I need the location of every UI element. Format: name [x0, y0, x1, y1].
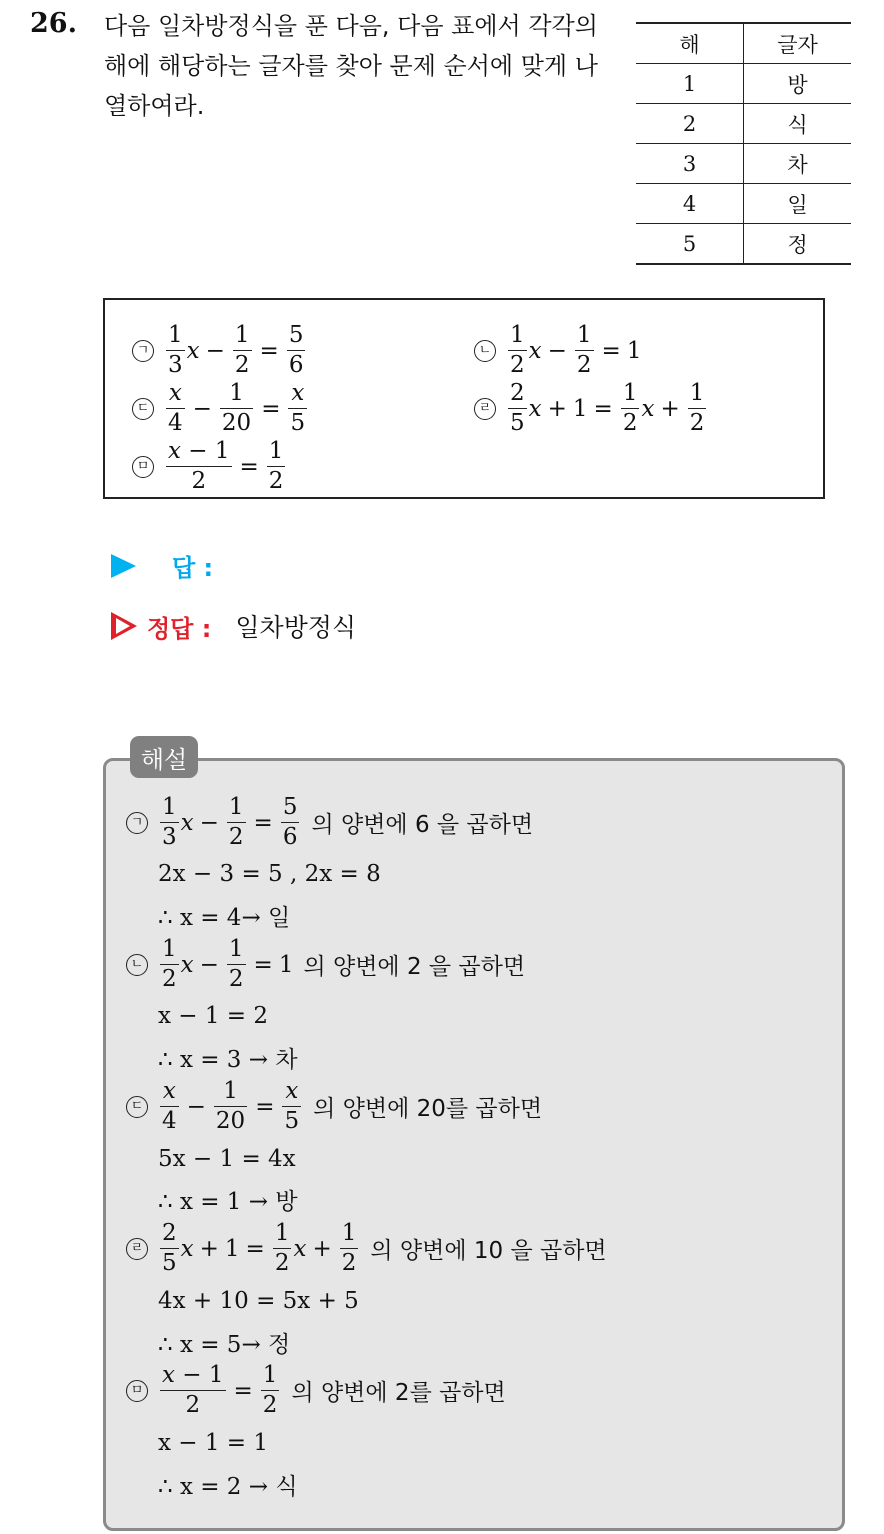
table-cell-letter: 정: [744, 224, 852, 265]
table-row: [636, 144, 851, 184]
solution-result-d: ∴ x = 5→ 정: [158, 1332, 291, 1358]
table-cell-letter: 일: [744, 184, 852, 224]
solution-result-a: ∴ x = 4→ 일: [158, 905, 291, 931]
equation-b: ㄴ $\frac{1}{2}$ x − $\frac{1}{2}$ = 1: [474, 324, 641, 377]
solution-letter-table: [636, 22, 851, 265]
marker-c: ㄷ: [126, 1096, 148, 1118]
table-row: [636, 64, 851, 104]
marker-a: ㄱ: [126, 812, 148, 834]
table-cell-letter: 방: [744, 64, 852, 104]
outline-triangle-icon: [111, 612, 137, 640]
correct-answer-value: 일차방정식: [235, 613, 357, 642]
table-cell-letter: 차: [744, 144, 852, 184]
marker-b: ㄴ: [474, 340, 496, 362]
table-row: [636, 104, 851, 144]
solution-step-d: 4x + 10 = 5x + 5: [158, 1288, 359, 1314]
equation-e: ㅁ $\frac{x - 1}{2}$ = $\frac{1}{2}$: [132, 440, 287, 493]
table-header-row: [636, 23, 851, 64]
equation-a: ㄱ $\frac{1}{3}$ x − $\frac{1}{2}$ = $\frac{5}{6}$: [132, 324, 307, 377]
solution-line-b: ㄴ $\frac{1}{2}$ x − $\frac{1}{2}$ = 1 의 양변에 2 을 곱하면: [126, 938, 525, 991]
solution-text-a: 의 양변에 6 을 곱하면: [311, 812, 534, 838]
solution-step-b: x − 1 = 2: [158, 1003, 269, 1029]
marker-d: ㄹ: [126, 1238, 148, 1260]
solution-tab: 해설: [130, 736, 198, 778]
correct-answer-row: [111, 608, 356, 644]
solution-line-a: ㄱ $\frac{1}{3}$ x − $\frac{1}{2}$ = $\frac{5}{6}$ 의 양변에 6 을 곱하면: [126, 796, 533, 849]
table-cell-solution: 5: [636, 224, 744, 265]
solution-line-d: ㄹ $\frac{2}{5}$ x + 1 = $\frac{1}{2}$ x + $\frac{1}{2}$ 의 양변에 10 을 곱하면: [126, 1222, 607, 1275]
solution-step-a: 2x − 3 = 5 , 2x = 8: [158, 861, 381, 887]
solution-result-c: ∴ x = 1 → 방: [158, 1189, 298, 1215]
solution-text-e: 의 양변에 2를 곱하면: [291, 1380, 506, 1406]
table-cell-solution: 4: [636, 184, 744, 224]
marker-d: ㄹ: [474, 398, 496, 420]
table-cell-solution: 1: [636, 64, 744, 104]
solution-result-b: ∴ x = 3 → 차: [158, 1047, 298, 1073]
solution-text-b: 의 양변에 2 을 곱하면: [303, 954, 526, 980]
equation-c: ㄷ $\frac{x}{4}$ − $\frac{1}{20}$ = $\frac{x}{5}$: [132, 382, 309, 435]
answer-row: [111, 548, 213, 583]
solution-step-e: x − 1 = 1: [158, 1430, 269, 1456]
table-header-solution: 해: [636, 23, 744, 64]
solution-result-e: ∴ x = 2 → 식: [158, 1474, 298, 1500]
marker-e: ㅁ: [132, 456, 154, 478]
marker-e: ㅁ: [126, 1380, 148, 1402]
solution-text-c: 의 양변에 20를 곱하면: [313, 1096, 543, 1122]
table-row: [636, 224, 851, 265]
marker-c: ㄷ: [132, 398, 154, 420]
table-row: [636, 184, 851, 224]
table-cell-solution: 2: [636, 104, 744, 144]
table-cell-letter: 식: [744, 104, 852, 144]
solution-text-d: 의 양변에 10 을 곱하면: [370, 1238, 607, 1264]
solution-step-c: 5x − 1 = 4x: [158, 1146, 296, 1172]
answer-label: 답 :: [172, 554, 214, 582]
equation-d: ㄹ $\frac{2}{5}$ x + 1 = $\frac{1}{2}$ x + $\frac{1}{2}$: [474, 382, 708, 435]
solution-line-c: ㄷ $\frac{x}{4}$ − $\frac{1}{20}$ = $\frac{x}{5}$ 의 양변에 20를 곱하면: [126, 1080, 542, 1133]
marker-a: ㄱ: [132, 340, 154, 362]
table-cell-solution: 3: [636, 144, 744, 184]
table-header-letter: 글자: [744, 23, 852, 64]
question-text: 다음 일차방정식을 푼 다음, 다음 표에서 각각의 해에 해당하는 글자를 찾아 문제 순서에 맞게 나열하여라.: [104, 12, 598, 120]
solution-line-e: ㅁ $\frac{x - 1}{2}$ = $\frac{1}{2}$ 의 양변에 2를 곱하면: [126, 1364, 506, 1417]
correct-answer-label: 정답 :: [147, 614, 212, 643]
question-number: 26.: [30, 8, 77, 39]
marker-b: ㄴ: [126, 954, 148, 976]
triangle-icon: [111, 554, 136, 578]
